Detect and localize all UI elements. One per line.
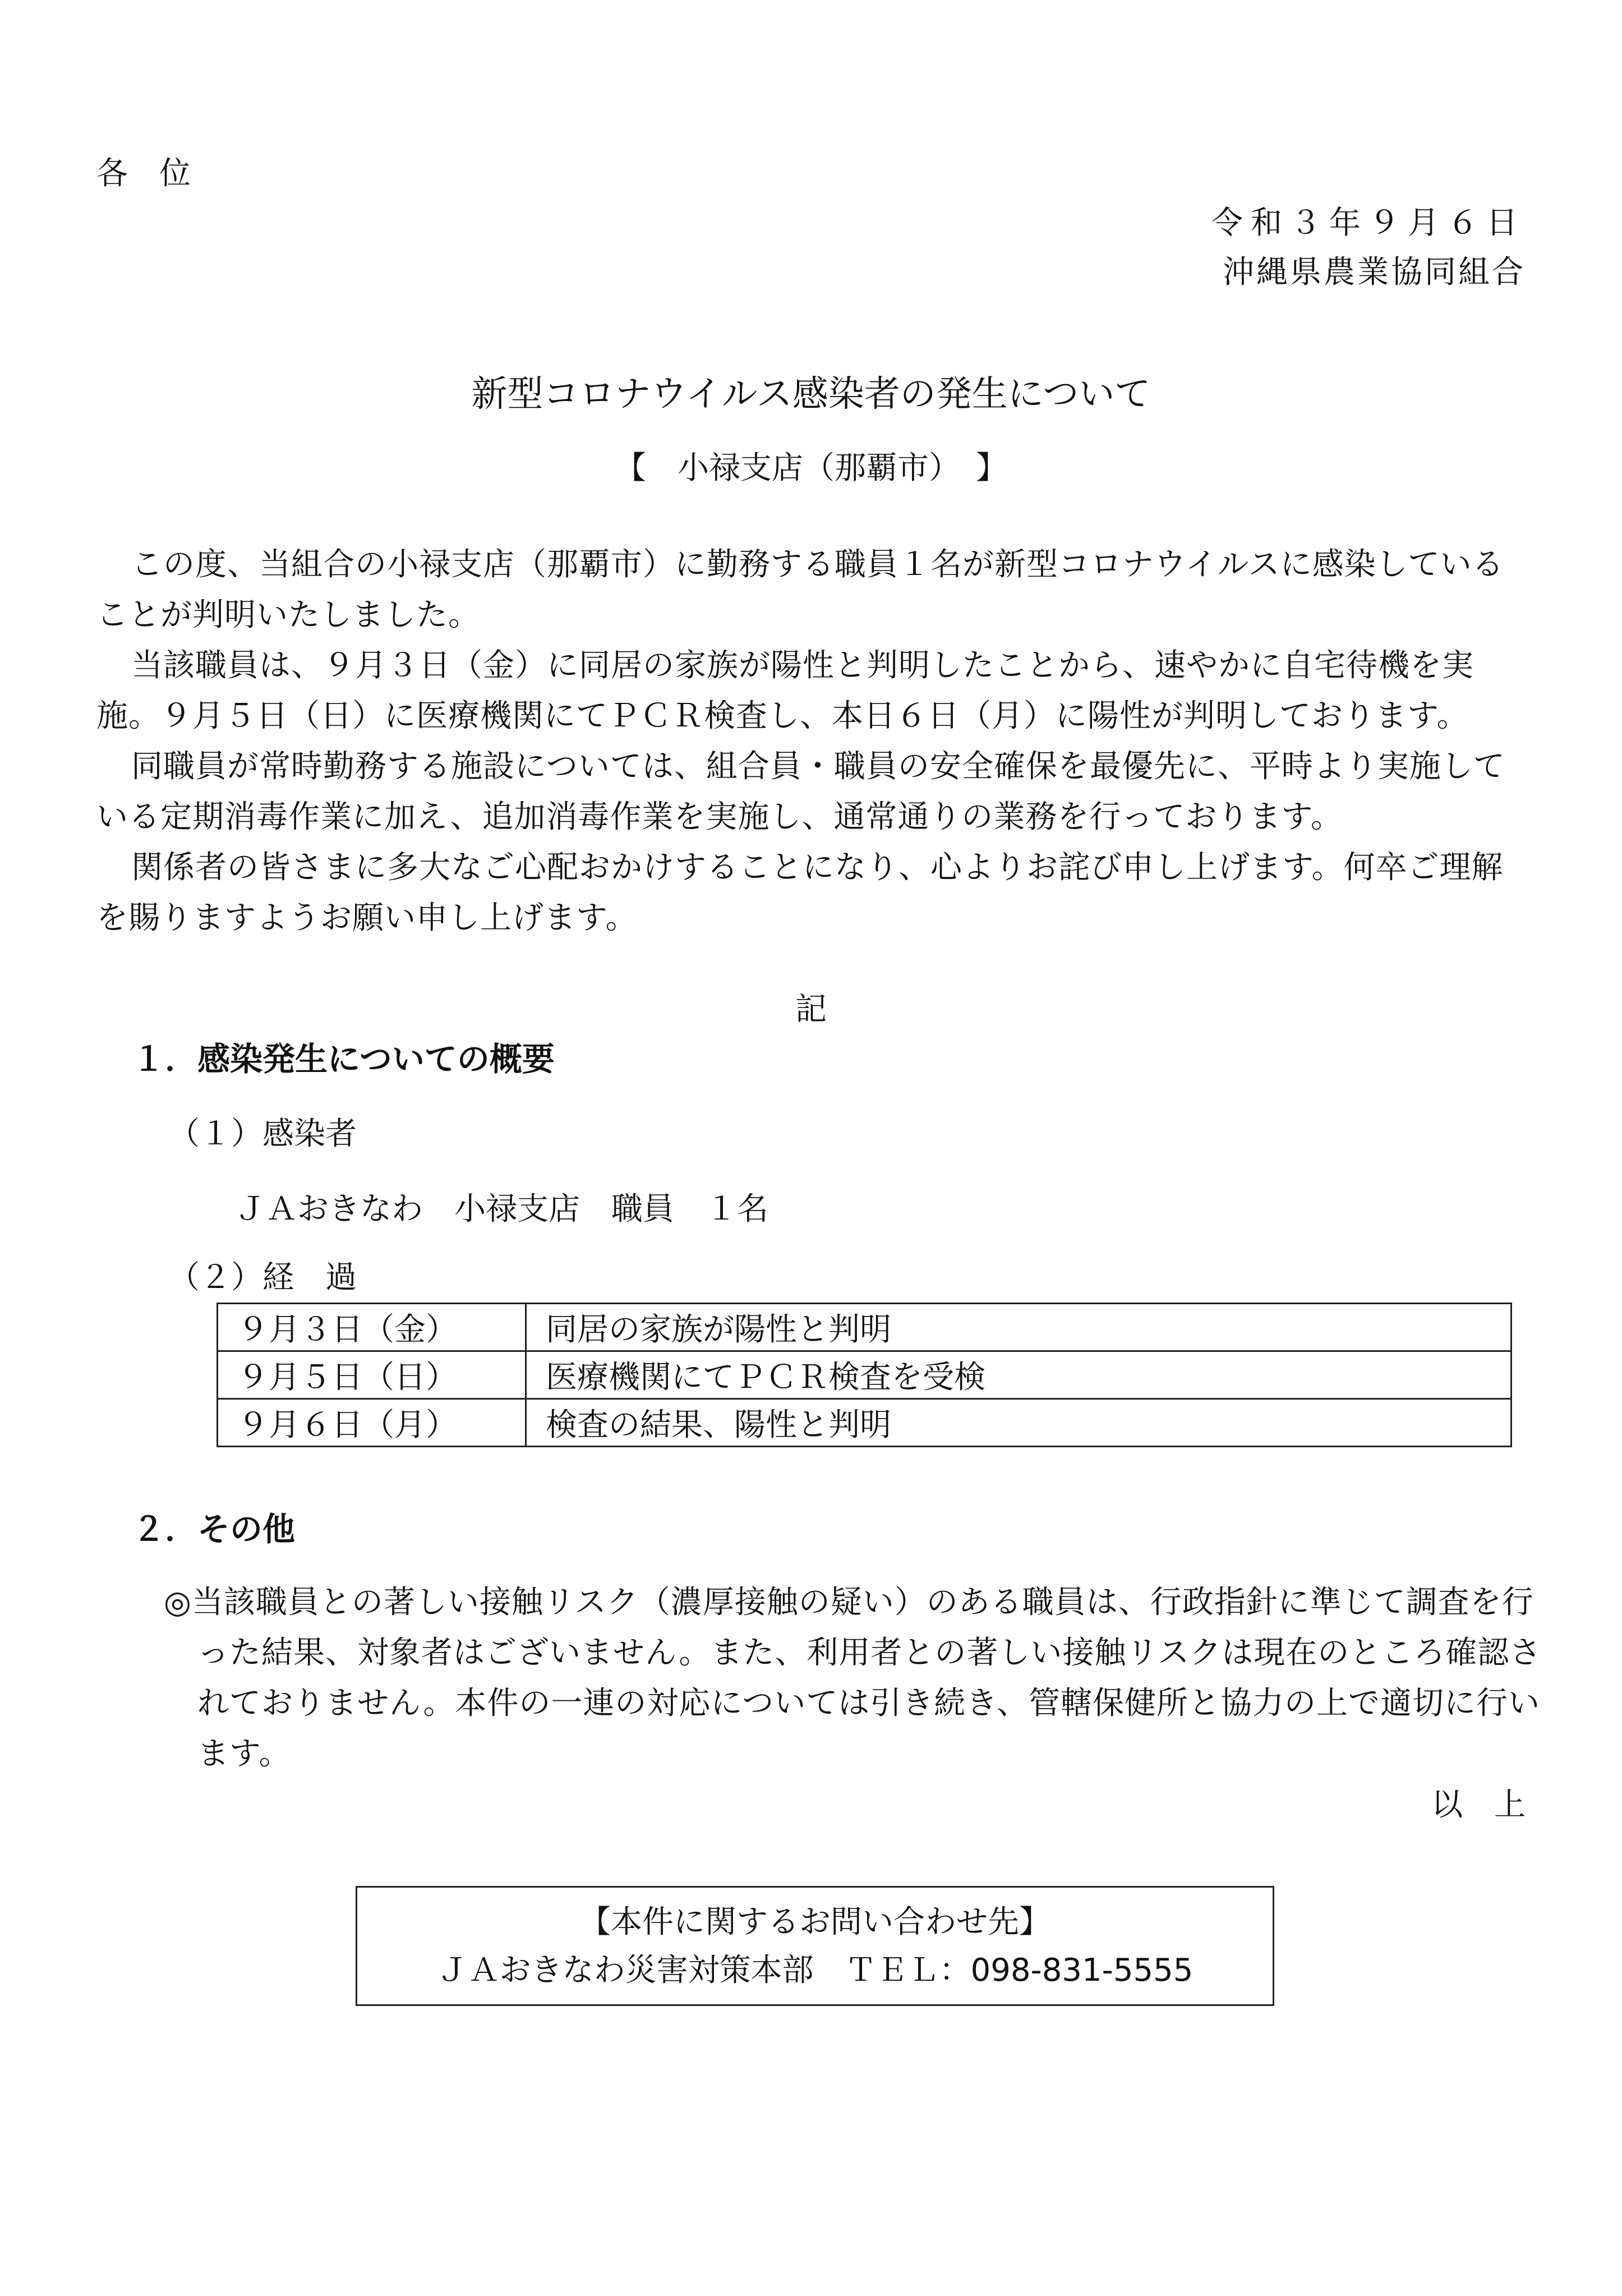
progress-table [216,1303,1512,1447]
body-paragraph-3: 同職員が常時勤務する施設については、組合員・職員の安全確保を最優先に、平時より実施している定期消毒作業に加え、追加消毒作業を実施し、通常通りの業務を行っております。 [96,748,1505,835]
timeline-date: ９月３日（金） [218,1304,526,1351]
contact-line: ＪＡおきなわ災害対策本部 ＴＥＬ：098-831-5555 [436,1952,1194,1989]
table-row [218,1304,1512,1351]
contact-title: 【本件に関するお問い合わせ先】 [579,1904,1050,1940]
table-row [218,1399,1512,1447]
addressee: 各 位 [96,155,191,192]
timeline-event: 検査の結果、陽性と判明 [526,1399,1512,1447]
timeline-date: ９月６日（月） [218,1399,526,1447]
progress-label: （２）経 過 [168,1259,357,1296]
body-paragraph-4: 関係者の皆さまに多大なご心配おかけすることになり、心よりお詫び申し上げます。何卒ご理解を賜りますようお願い申し上げます。 [96,849,1504,936]
document-date: 令和３年９月６日 [1211,205,1526,241]
document-subtitle: 【 小禄支店（那覇市） 】 [615,450,1007,486]
section2-heading: ２．その他 [132,1510,296,1548]
issuer-name: 沖縄県農業協同組合 [1223,254,1526,291]
document-title: 新型コロナウイルス感染者の発生について [471,374,1151,415]
timeline-event: 医療機関にてＰＣＲ検査を受検 [526,1351,1512,1399]
infected-label: （１）感染者 [168,1116,357,1152]
section1-heading: １．感染発生についての概要 [132,1040,555,1078]
closing-mark: 以 上 [1431,1787,1526,1823]
contact-box [356,1886,1274,2006]
body-paragraph-1: この度、当組合の小禄支店（那覇市）に勤務する職員１名が新型コロナウイルスに感染していることが判明いたしました。 [96,546,1504,633]
timeline-event: 同居の家族が陽性と判明 [526,1304,1512,1351]
infected-value: ＪＡおきなわ 小禄支店 職員 １名 [234,1191,768,1227]
table-row [218,1351,1512,1399]
body-paragraph-2: 当該職員は、９月３日（金）に同居の家族が陽性と判明したことから、速やかに自宅待機を実施。９月５日（日）に医療機関にてＰＣＲ検査し、本日６日（月）に陽性が判明しております。 [96,647,1474,734]
ki-marker: 記 [795,991,827,1028]
timeline-date: ９月５日（日） [218,1351,526,1399]
section2-note: ◎当該職員との著しい接触リスク（濃厚接触の疑い）のある職員は、行政指針に準じて調査を行った結果、対象者はございません。また、利用者との著しい接触リスクは現在のところ確認されておりません。本件の一連の対応については引き続き、管轄保健所と協力の上で適切に行います。 [164,1584,1542,1772]
